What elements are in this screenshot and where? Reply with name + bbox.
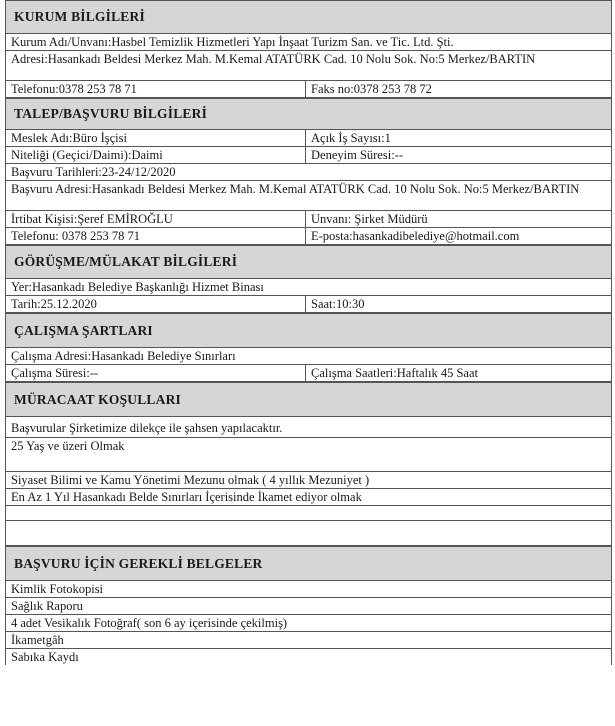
belge-item-row [6,632,611,649]
kurum-adi-row [6,34,611,51]
empty-row [6,506,611,521]
section-header-belgeler: BAŞVURU İÇİN GEREKLİ BELGELER [6,546,611,581]
talep-irtibat-row [6,211,611,228]
talep-acik-is: Açık İş Sayısı:1 [311,131,391,145]
belge-item-row [6,649,611,665]
talep-nitelik-row [6,147,611,164]
section-header-kurum: KURUM BİLGİLERİ [6,0,611,34]
talep-tarihler: Başvuru Tarihleri:23-24/12/2020 [11,165,176,179]
muracaat-item: 25 Yaş ve üzeri Olmak [11,439,125,453]
talep-telefon: Telefonu: 0378 253 78 71 [6,228,306,244]
talep-meslek: Meslek Adı:Büro İşçisi [6,130,306,146]
talep-adres-row [6,181,611,211]
calisma-sure-row [6,365,611,382]
muracaat-item-row [6,489,611,506]
belge-item-row [6,615,611,632]
belge-item: İkametgâh [11,633,64,647]
muracaat-item-row [6,438,611,472]
section-header-talep: TALEP/BAŞVURU BİLGİLERİ [6,98,611,130]
talep-meslek-row [6,130,611,147]
calisma-sure: Çalışma Süresi:-- [6,365,306,381]
belge-item: Kimlik Fotokopisi [11,582,104,596]
job-posting-document [5,0,612,665]
talep-adres: Başvuru Adresi:Hasankadı Beldesi Merkez Mah. M.Kemal ATATÜRK Cad. 10 Nolu Sok. No:5 Merkez/BARTIN [11,182,580,196]
talep-unvan: Unvanı: Şirket Müdürü [311,212,428,226]
talep-irtibat: İrtibat Kişisi:Şeref EMİROĞLU [6,211,306,227]
gorusme-tarih: Tarih:25.12.2020 [6,296,306,312]
belge-item-row [6,581,611,598]
empty-row [6,521,611,546]
talep-eposta: E-posta:hasankadibelediye@hotmail.com [311,229,520,243]
calisma-saatler: Çalışma Saatleri:Haftalık 45 Saat [311,366,478,380]
calisma-adres: Çalışma Adresi:Hasankadı Belediye Sınırları [11,349,236,363]
muracaat-item: Siyaset Bilimi ve Kamu Yönetimi Mezunu olmak ( 4 yıllık Mezuniyet ) [11,473,370,487]
muracaat-item: Başvurular Şirketimize dilekçe ile şahsen yapılacaktır. [11,421,283,435]
talep-deneyim: Deneyim Süresi:-- [311,148,403,162]
gorusme-yer-row [6,279,611,296]
talep-tarihler-row [6,164,611,181]
kurum-telefon: Telefonu:0378 253 78 71 [6,81,306,97]
kurum-adres-row [6,51,611,81]
muracaat-item: En Az 1 Yıl Hasankadı Belde Sınırları İçerisinde İkamet ediyor olmak [11,490,362,504]
kurum-adres: Adresi:Hasankadı Beldesi Merkez Mah. M.Kemal ATATÜRK Cad. 10 Nolu Sok. No:5 Merkez/BARTIN [11,52,536,66]
kurum-faks: Faks no:0378 253 78 72 [311,82,432,96]
kurum-telefon-row [6,81,611,98]
belge-item: Sabıka Kaydı [11,650,79,664]
gorusme-yer: Yer:Hasankadı Belediye Başkanlığı Hizmet Binası [11,280,264,294]
belge-item: 4 adet Vesikalık Fotoğraf( son 6 ay içerisinde çekilmiş) [11,616,288,630]
muracaat-item-row [6,472,611,489]
kurum-adi: Kurum Adı/Unvanı:Hasbel Temizlik Hizmetleri Yapı İnşaat Turizm San. ve Tic. Ltd. Şti. [11,35,454,49]
section-header-muracaat: MÜRACAAT KOŞULLARI [6,382,611,417]
gorusme-saat: Saat:10:30 [311,297,365,311]
belge-item: Sağlık Raporu [11,599,83,613]
section-header-gorusme: GÖRÜŞME/MÜLAKAT BİLGİLERİ [6,245,611,279]
talep-niteligi: Niteliği (Geçici/Daimi):Daimi [6,147,306,163]
gorusme-tarih-row [6,296,611,313]
belge-item-row [6,598,611,615]
talep-telefon-row [6,228,611,245]
muracaat-item-row [6,417,611,438]
calisma-adres-row [6,348,611,365]
section-header-calisma: ÇALIŞMA ŞARTLARI [6,313,611,348]
